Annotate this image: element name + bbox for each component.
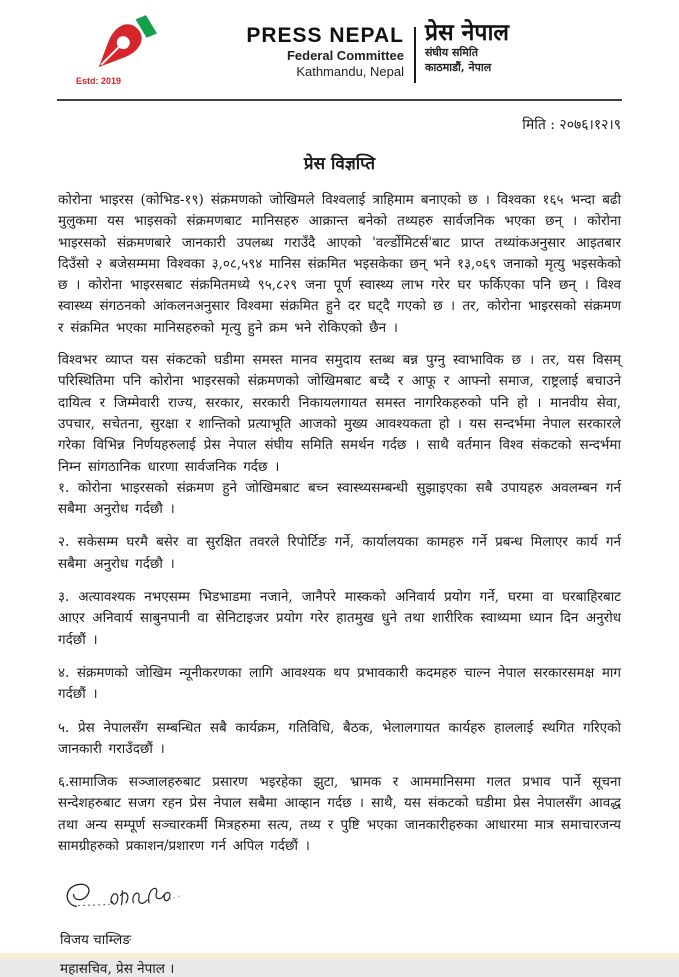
- point-item: १. कोरोना भाइरसको संक्रमण हुने जोखिमबाट बच्न स्वास्थ्यसम्बन्धी सुझाइएका सबै उपायहरु अवलम्बन गर्न सबैमा अनुरोध गर्दछौ ।: [58, 479, 621, 518]
- org-name-nepali: प्रेस नेपाल: [425, 19, 510, 46]
- org-name-english: PRESS NEPAL: [246, 24, 404, 47]
- point-item: ४. संक्रमणको जोखिम न्यूनीकरणका लागि आवश्यक थप प्रभावकारी कदमहरु चाल्न नेपाल सरकारसमक्ष माग गर्दछौं ।: [58, 664, 621, 703]
- signatory-title: महासचिव, प्रेस नेपाल ।: [60, 961, 175, 977]
- org-subtitle-english: Federal Committee: [286, 48, 404, 63]
- press-nepal-logo: [76, 13, 172, 91]
- org-subtitle-nepali: संघीय समिति: [425, 46, 478, 59]
- signatory-name: विजय चाम्लिङ: [60, 932, 131, 949]
- header-rule: [57, 99, 622, 101]
- signature-loop: [67, 885, 89, 907]
- point-item: ६.सामाजिक सञ्जालहरुबाट प्रसारण भइरहेका झुटा, भ्रामक र आममानिसमा गलत प्रभाव पार्ने सूचना सन्देशहरुबाट सजग रहन प्रेस नेपाल सबैमा आव्हान गर्दछ । साथै, यस संकटको घडीमा प्रेस नेपालसँग आवद्ध तथा अन्य सम्पूर्ण सञ्चारकर्मी मित्रहरुमा सत्य, तथ्य र पुष्टि भएका जानकारीहरुका आधारमा मात्र समाचारजन्य सामग्रीहरुको प्रकाशन/प्रशारण गर्न अपिल गर्दछौं ।: [58, 774, 621, 855]
- signature-letters: [111, 889, 170, 905]
- signature-scribble: [60, 877, 621, 923]
- org-nepali-block: [425, 13, 509, 75]
- paragraph: कोरोना भाइरस (कोभिड-१९) संक्रमणको जोखिमले विश्वलाई त्राहिमाम बनाएको छ । विश्वका १६५ भन्दा बढी मुलुकमा यस भाइसको संक्रमणबाट मानिसहरु आक्रान्त बनेको तथ्यहरु सार्वजनिक भएका छन् । कोरोना भाइरसको संक्रमणबारे जानकारी उपलब्ध गराउँदै आएको 'वर्ल्डोमिटर्स'बाट प्राप्त तथ्यांकअनुसार आइतबार दिउँसो २ बजेसम्ममा विश्वका ३,०८,५९४ मानिस संक्रमित भइसकेका छन् भने १३,०६९ जनाको मृत्यु भइसकेको छ । कोरोना भाइरसबाट संक्रमितमध्ये ९५,८२९ जना पूर्ण स्वास्थ्य लाभ गरेर घर फर्किएका पनि छन् । विश्व स्वास्थ्य संगठनको आंकलनअनुसार विश्वमा संक्रमित हुने दर घट्दै गएको छ । तर, कोरोना भाइरसको संक्रमण र संक्रमित भएका मानिसहरुको मृत्यु हुने क्रम भने रोकिएको छैन ।: [58, 192, 621, 336]
- header-vertical-divider: [414, 27, 416, 83]
- letterhead: [0, 0, 679, 95]
- point-item: ३. अत्यावश्यक नभएसम्म भिडभाडमा नजाने, जानैपरे मास्कको अनिवार्य प्रयोग गर्ने, घरमा वा घरबाहिरबाट आएर अनिवार्य साबुनपानी वा सेनिटाइजर प्रयोग गरेर हातमुख धुने तथा शारीरिक स्वाथ्यमा ध्यान दिन अनुरोध गर्दछौं ।: [58, 589, 621, 648]
- numbered-points: [58, 478, 621, 857]
- org-location-english: Kathmandu, Nepal: [296, 64, 404, 79]
- point-item: ५. प्रेस नेपालसँग सम्बन्धित सबै कार्यक्रम, गतिविधि, बैठक, भेलालगायत कार्यहरु हाललाई स्थगित गरिएको जानकारी गराउँदछौं ।: [58, 719, 621, 757]
- date-line: मिति : २०७६।१२।९: [522, 117, 621, 133]
- document-body: [0, 190, 679, 857]
- scan-edge-artifact: [0, 953, 679, 960]
- signature-dots: [78, 905, 109, 906]
- org-english-block: [172, 13, 404, 80]
- point-item: २. सकेसम्म घरमै बसेर वा सुरक्षित तवरले रिपोर्टिङ गर्ने, कार्यालयका कामहरु गर्ने प्रबन्ध मिलाएर कार्य गर्न सबैमा अनुरोध गर्दछौ ।: [58, 534, 621, 572]
- estd-label: Estd: 2019: [76, 76, 122, 86]
- org-location-nepali: काठमाडौं, नेपाल: [425, 61, 492, 74]
- signature-block: [0, 869, 679, 977]
- signature-tail-dots: [170, 896, 182, 900]
- page-title: प्रेस विज्ञप्ति: [303, 154, 376, 174]
- paragraph: विश्वभर व्याप्त यस संकटको घडीमा समस्त मानव समुदाय स्तब्ध बन्न पुग्नु स्वाभाविक छ । तर, यस विसम् परिस्थितिमा पनि कोरोना भाइरसको संक्रमणको जोखिमबाट बच्दै र आफू र आफ्नो समाज, राष्ट्रलाई बचाउने दायित्व र जिम्मेवारी राज्य, सरकार, सरकारी निकायलगायत समस्त नागरिकहरुको पनि हो । मानवीय सेवा, उपचार, सचेतना, सुरक्षा र शान्तिको प्रत्याभूति आजको मुख्य आवश्यकता हो । यस सन्दर्भमा नेपाल सरकारले गरेका विभिन्न निर्णयहरुलाई प्रेस नेपाल संघीय समिति समर्थन गर्दछ । साथै वर्तमान विश्व संकटको सन्दर्भमा निम्न सांगठानिक धारणा सार्वजनिक गर्दछ ।: [58, 352, 621, 475]
